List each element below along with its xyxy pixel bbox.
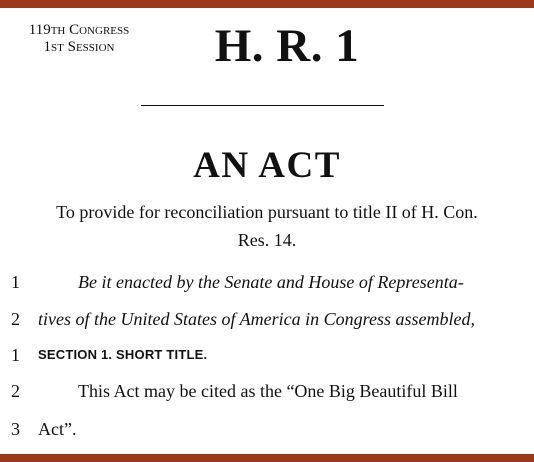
line-number: 1 [11,345,20,365]
session-label: 1st Session [43,39,115,55]
bill-line [0,416,534,442]
short-title-text: This Act may be cited as the “One Big Beautiful Bill [78,381,458,401]
line-number: 2 [11,381,20,401]
divider-rule [141,105,384,106]
short-title-text: Act”. [38,419,77,439]
congress-session-block [4,22,154,56]
bill-line [0,269,534,295]
act-heading: AN ACT [193,145,341,186]
bill-line [0,378,534,404]
enacting-clause-text: Be it enacted by the Senate and House of Representa- [78,272,464,292]
line-number: 1 [11,272,20,292]
bottom-border-bar [0,454,534,462]
top-border-bar [0,0,534,8]
section-heading: SECTION 1. SHORT TITLE. [38,347,208,362]
line-number: 2 [11,309,20,329]
enacting-clause-text: tives of the United States of America in Congress assembled, [38,309,475,329]
purpose-line-2: Res. 14. [237,230,297,250]
bill-line [0,342,534,368]
line-number: 3 [11,419,20,439]
bill-line [0,306,534,332]
bill-number: H. R. 1 [214,20,360,72]
purpose-line-1: To provide for reconciliation pursuant to title II of H. Con. [56,202,478,222]
congress-label: 119th Congress [28,22,130,38]
